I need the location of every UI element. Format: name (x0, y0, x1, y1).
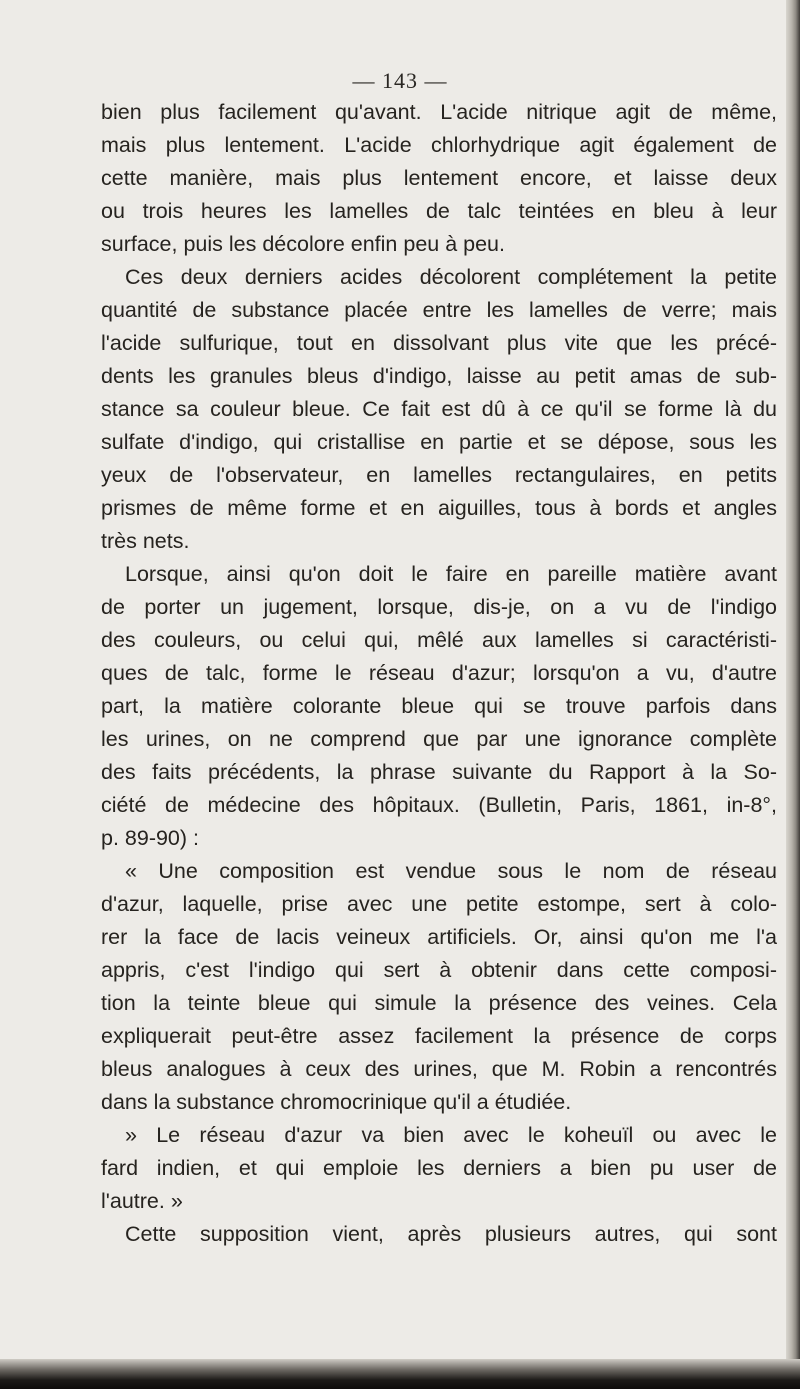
text-line: Cette supposition vient, après plusieurs autres, qui sont (125, 1222, 777, 1246)
text-line: dents les granules bleus d'indigo, laisse au petit amas de sub- (101, 364, 777, 388)
text-line: de porter un jugement, lorsque, dis-je, on a vu de l'indigo (101, 595, 777, 619)
body-text (101, 96, 777, 1251)
page-number: — 143 — (352, 68, 448, 93)
text-line: yeux de l'observateur, en lamelles rectangulaires, en petits (101, 463, 777, 487)
text-line: très nets. (101, 529, 190, 553)
text-line: » Le réseau d'azur va bien avec le koheuïl ou avec le (125, 1123, 777, 1147)
text-line: appris, c'est l'indigo qui sert à obtenir dans cette composi- (101, 958, 777, 982)
text-line: ciété de médecine des hôpitaux. (Bulletin, Paris, 1861, in-8°, (101, 793, 777, 817)
text-line: p. 89-90) : (101, 826, 199, 850)
text-line: fard indien, et qui emploie les derniers a bien pu user de (101, 1156, 777, 1180)
text-line: stance sa couleur bleue. Ce fait est dû à ce qu'il se forme là du (101, 397, 777, 421)
text-line: sulfate d'indigo, qui cristallise en partie et se dépose, sous les (101, 430, 777, 454)
text-line: rer la face de lacis veineux artificiels. Or, ainsi qu'on me l'a (101, 925, 777, 949)
text-line: expliquerait peut-être assez facilement la présence de corps (101, 1024, 777, 1048)
text-line: mais plus lentement. L'acide chlorhydrique agit également de (101, 133, 777, 157)
text-line: Ces deux derniers acides décolorent complétement la petite (125, 265, 777, 289)
text-line: des faits précédents, la phrase suivante du Rapport à la So- (101, 760, 777, 784)
text-line: tion la teinte bleue qui simule la présence des veines. Cela (101, 991, 777, 1015)
text-line: quantité de substance placée entre les lamelles de verre; mais (101, 298, 777, 322)
text-line: prismes de même forme et en aiguilles, tous à bords et angles (101, 496, 777, 520)
text-line: d'azur, laquelle, prise avec une petite estompe, sert à colo- (101, 892, 777, 916)
text-line: bien plus facilement qu'avant. L'acide nitrique agit de même, (101, 100, 777, 124)
text-line: les urines, on ne comprend que par une ignorance complète (101, 727, 777, 751)
text-line: cette manière, mais plus lentement encore, et laisse deux (101, 166, 777, 190)
text-line: l'acide sulfurique, tout en dissolvant plus vite que les précé- (101, 331, 777, 355)
page-edge-shadow (786, 0, 800, 1389)
page-bottom-shadow (0, 1359, 800, 1389)
text-line: dans la substance chromocrinique qu'il a étudiée. (101, 1090, 572, 1114)
text-line: ques de talc, forme le réseau d'azur; lorsqu'on a vu, d'autre (101, 661, 777, 685)
text-line: « Une composition est vendue sous le nom de réseau (125, 859, 777, 883)
text-line: part, la matière colorante bleue qui se trouve parfois dans (101, 694, 777, 718)
text-line: Lorsque, ainsi qu'on doit le faire en pareille matière avant (125, 562, 777, 586)
text-line: surface, puis les décolore enfin peu à peu. (101, 232, 505, 256)
text-line: des couleurs, ou celui qui, mêlé aux lamelles si caractéristi- (101, 628, 777, 652)
text-line: ou trois heures les lamelles de talc teintées en bleu à leur (101, 199, 777, 223)
text-line: l'autre. » (101, 1189, 183, 1213)
text-line: bleus analogues à ceux des urines, que M. Robin a rencontrés (101, 1057, 777, 1081)
